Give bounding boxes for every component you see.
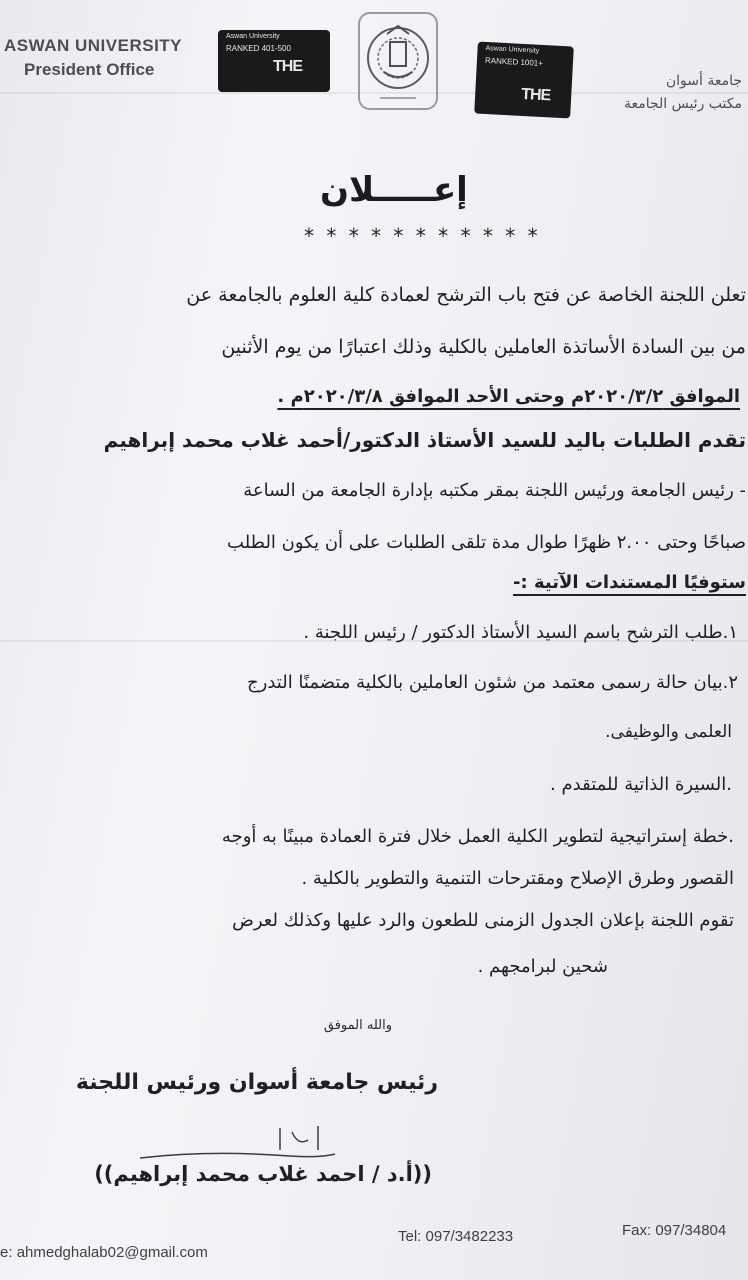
footer-email[interactable]: ahmedghalab02@gmail.com	[16, 1244, 208, 1261]
letterhead-english	[4, 36, 182, 80]
ranking-badge-rank: RANKED 401-500	[226, 44, 291, 53]
the-logo: THE	[520, 85, 551, 105]
list-item-1: ١.طلب الترشح باسم السيد الأستاذ الدكتور / رئيس اللجنة .	[303, 622, 738, 643]
body-line-5: - رئيس الجامعة ورئيس اللجنة بمقر مكتبه بإدارة الجامعة من الساعة	[243, 480, 746, 501]
handwritten-signature	[130, 1110, 340, 1170]
list-item-3: .السيرة الذاتية للمتقدم .	[550, 774, 732, 795]
body-line-4: تقدم الطلبات باليد للسيد الأستاذ الدكتور/أحمد غلاب محمد إبراهيم	[103, 428, 746, 452]
body-line-3: الموافق ٢٠٢٠/٣/٢م وحتى الأحد الموافق ٢٠٢٠/٣/٨م .	[277, 386, 740, 407]
title-stars-divider: * * * * * * * * * * *	[304, 224, 541, 248]
university-seal-logo	[358, 12, 438, 110]
announcement-title: إعـــــلان	[320, 170, 468, 210]
ranking-badge-rank: RANKED 1001+	[484, 55, 544, 68]
closing-blessing: والله الموفق	[323, 1018, 392, 1033]
office-name-ar: مكتب رئيس الجامعة	[623, 96, 742, 112]
list-item-4-cont: القصور وطرق الإصلاح ومقترحات التنمية والتطوير بالكلية .	[301, 868, 734, 889]
footer-email-row	[0, 1244, 208, 1261]
list-item-4: .خطة إستراتيجية لتطوير الكلية العمل خلال فترة العمادة مبينًا به أوجه	[221, 826, 734, 847]
the-logo: THE	[273, 58, 302, 75]
body-line-6: صباحًا وحتى ٢.٠٠ ظهرًا طوال مدة تلقى الطلبات على أن يكون الطلب	[227, 532, 746, 553]
body-line-committee: تقوم اللجنة بإعلان الجدول الزمنى للطعون والرد عليها وكذلك لعرض	[232, 910, 734, 931]
list-item-2: ٢.بيان حالة رسمى معتمد من شئون العاملين بالكلية متضمنًا التدرج	[247, 672, 738, 693]
body-line-1: تعلن اللجنة الخاصة عن فتح باب الترشح لعمادة كلية العلوم بالجامعة عن	[186, 284, 746, 306]
ranking-badge-right	[474, 42, 574, 119]
letterhead-arabic	[624, 70, 742, 116]
body-line-7: ستوفيًا المستندات الآتية :-	[513, 572, 746, 593]
body-line-committee-cont: شحين لبرامجهم .	[477, 956, 608, 977]
body-line-2: من بين السادة الأساتذة العاملين بالكلية وذلك اعتبارًا من يوم الأثنين	[221, 336, 746, 358]
university-name-en: ASWAN UNIVERSITY	[4, 36, 183, 55]
footer-fax: Fax: 097/34804	[622, 1222, 727, 1239]
ranking-badge-university: Aswan University	[226, 33, 280, 40]
list-item-2-cont: العلمى والوظيفى.	[605, 722, 732, 742]
signatory-title: رئيس جامعة أسوان ورئيس اللجنة	[75, 1070, 438, 1095]
ranking-badge-university: Aswan University	[485, 44, 540, 55]
university-name-ar: جامعة أسوان	[665, 73, 742, 89]
footer-phone: Tel: 097/3482233	[398, 1228, 514, 1245]
email-label: e:	[0, 1244, 13, 1261]
office-name-en: President Office	[24, 60, 155, 79]
ranking-badge-left	[218, 30, 330, 92]
signatory-name: ((أ.د / احمد غلاب محمد إبراهيم))	[94, 1162, 432, 1186]
